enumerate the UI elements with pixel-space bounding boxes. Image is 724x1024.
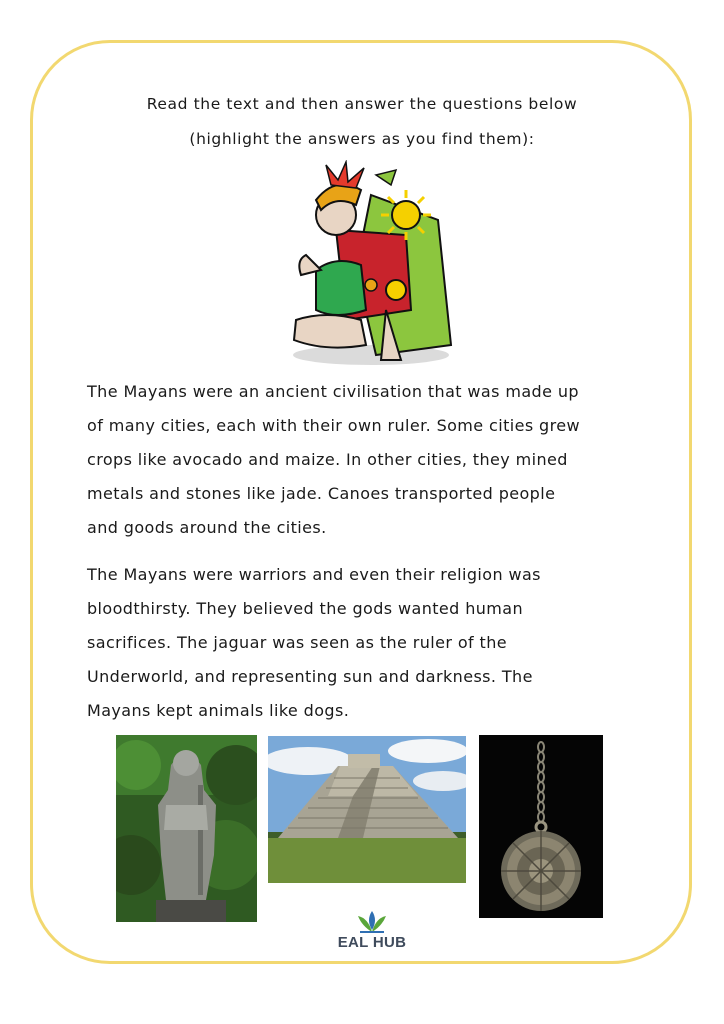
photo-warrior-statue <box>116 735 257 922</box>
paragraph-2 <box>87 558 647 728</box>
paragraph-2-line: bloodthirsty. They believed the gods wanted human <box>87 599 524 618</box>
paragraph-1-line: and goods around the cities. <box>87 518 327 537</box>
paragraph-2-line: The Mayans were warriors and even their religion was <box>87 565 541 584</box>
instruction-line-1: Read the text and then answer the questions below <box>146 95 578 113</box>
paragraph-1 <box>87 375 647 545</box>
paragraph-2-line: sacrifices. The jaguar was seen as the ruler of the <box>87 633 508 652</box>
paragraph-1-line: metals and stones like jade. Canoes transported people <box>87 484 556 503</box>
leaf-logo-icon <box>356 910 388 934</box>
paragraph-1-line: The Mayans were an ancient civilisation that was made up <box>87 382 579 401</box>
photo-calendar-pendant <box>479 735 603 918</box>
photo-pyramid <box>268 736 466 883</box>
mayan-figure-illustration <box>276 160 456 370</box>
paragraph-2-line: Mayans kept animals like dogs. <box>87 701 350 720</box>
eal-hub-logo <box>332 910 412 955</box>
paragraph-1-line: crops like avocado and maize. In other cities, they mined <box>87 450 568 469</box>
paragraph-2-line: Underworld, and representing sun and darkness. The <box>87 667 533 686</box>
logo-text: EAL HUB <box>337 934 407 951</box>
paragraph-1-line: of many cities, each with their own ruler. Some cities grew <box>87 416 580 435</box>
instruction-line-2: (highlight the answers as you find them): <box>189 130 535 148</box>
